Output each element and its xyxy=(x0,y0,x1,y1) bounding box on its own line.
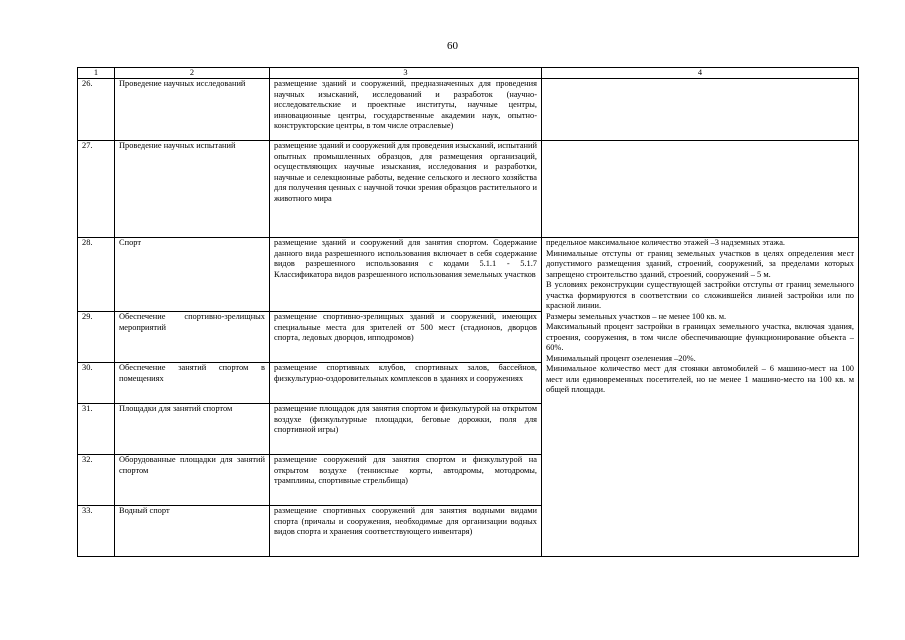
use-type-name: Водный спорт xyxy=(115,506,270,557)
parameters-cell-empty xyxy=(542,79,859,141)
use-type-description: размещение спортивных клубов, спортивных залов, бассейнов, физкультурно-оздоровительных комплексов в зданиях и сооружениях xyxy=(270,363,542,404)
use-type-description: размещение площадок для занятия спортом и физкультурой на открытом воздухе (физкультурные площадки, беговые дорожки, поля для спортивной игры) xyxy=(270,404,542,455)
header-row xyxy=(78,68,859,79)
use-type-description: размещение зданий и сооружений, предназначенных для проведения научных изысканий, исследований и разработок (научно-исследовательские и проектные институты, научные центры, инновационные центры, государственные академии наук, опытно-конструкторские центры, в том числе отраслевые) xyxy=(270,79,542,141)
header-cell: 3 xyxy=(270,68,542,79)
header-cell: 2 xyxy=(115,68,270,79)
row-number: 28. xyxy=(78,238,115,312)
row-number: 27. xyxy=(78,141,115,238)
row-number: 33. xyxy=(78,506,115,557)
table-row xyxy=(78,238,859,312)
use-type-name: Площадки для занятий спортом xyxy=(115,404,270,455)
parameter-parking: Минимальное количество мест для стоянки автомобилей – 6 машино-мест на 100 мест или единовременных посетителей, но не менее 1 машино-место на 100 кв. м общей площади. xyxy=(546,364,854,394)
use-type-description: размещение спортивно-зрелищных зданий и сооружений, имеющих специальные места для зрителей от 500 мест (стадионов, дворцов спорта, ледовых дворцов, ипподромов) xyxy=(270,312,542,363)
table-row xyxy=(78,79,859,141)
parameter-max-coverage: Максимальный процент застройки в границах земельного участка, включая здания, строения, сооружения, в том числе обеспечивающие функционирование объекта – 60%. xyxy=(546,322,854,352)
row-number: 31. xyxy=(78,404,115,455)
parameter-plot-size: Размеры земельных участков – не менее 100 кв. м. xyxy=(546,311,727,321)
parameter-min-greenery: Минимальный процент озеленения –20%. xyxy=(546,353,696,363)
use-type-name: Обеспечение спортивно-зрелищных мероприятий xyxy=(115,312,270,363)
parameter-reconstruction: В условиях реконструкции существующей застройки отступы от границ земельного участка формируются в соответствии со сложившейся линией застройки или по красной линии. xyxy=(546,280,854,310)
row-number: 30. xyxy=(78,363,115,404)
use-type-name: Проведение научных испытаний xyxy=(115,141,270,238)
parameters-cell xyxy=(542,238,859,557)
parameters-cell-empty xyxy=(542,141,859,238)
row-number: 26. xyxy=(78,79,115,141)
use-type-description: размещение сооружений для занятия спортом и физкультурой на открытом воздухе (теннисные корты, автодромы, мотодромы, трамплины, спортивные стрельбища) xyxy=(270,455,542,506)
use-type-description: размещение зданий и сооружений для проведения изысканий, испытаний опытных промышленных образцов, для размещения организаций, осуществляющих научные изыскания, исследования и разработки, научные и селекционные работы, ведение сельского и лесного хозяйства для получения ценных с научной точки зрения образцов растительного и животного мира xyxy=(270,141,542,238)
land-use-table xyxy=(77,67,859,557)
use-type-name: Обеспечение занятий спортом в помещениях xyxy=(115,363,270,404)
row-number: 32. xyxy=(78,455,115,506)
use-type-name: Проведение научных исследований xyxy=(115,79,270,141)
header-cell: 4 xyxy=(542,68,859,79)
page-number: 60 xyxy=(447,40,458,52)
use-type-description: размещение зданий и сооружений для занятия спортом. Содержание данного вида разрешенного использования включает в себя содержание видов разрешенного использования с кодами 5.1.1 - 5.1.7 Классификатора видов разрешенного использования земельных участков xyxy=(270,238,542,312)
table-row xyxy=(78,141,859,238)
use-type-name: Спорт xyxy=(115,238,270,312)
parameter-floors: предельное максимальное количество этажей –3 надземных этажа. xyxy=(546,238,786,247)
use-type-name: Оборудованные площадки для занятий спортом xyxy=(115,455,270,506)
header-cell: 1 xyxy=(78,68,115,79)
row-number: 29. xyxy=(78,312,115,363)
parameter-setbacks: Минимальные отступы от границ земельных участков в целях определения мест допустимого размещения зданий, строений, сооружений, за пределами которых запрещено строительство зданий, строений, сооружений – 5 м. xyxy=(546,248,854,279)
use-type-description: размещение спортивных сооружений для занятия водными видами спорта (причалы и сооружения, необходимые для организации водных видов спорта и хранения соответствующего инвентаря) xyxy=(270,506,542,557)
